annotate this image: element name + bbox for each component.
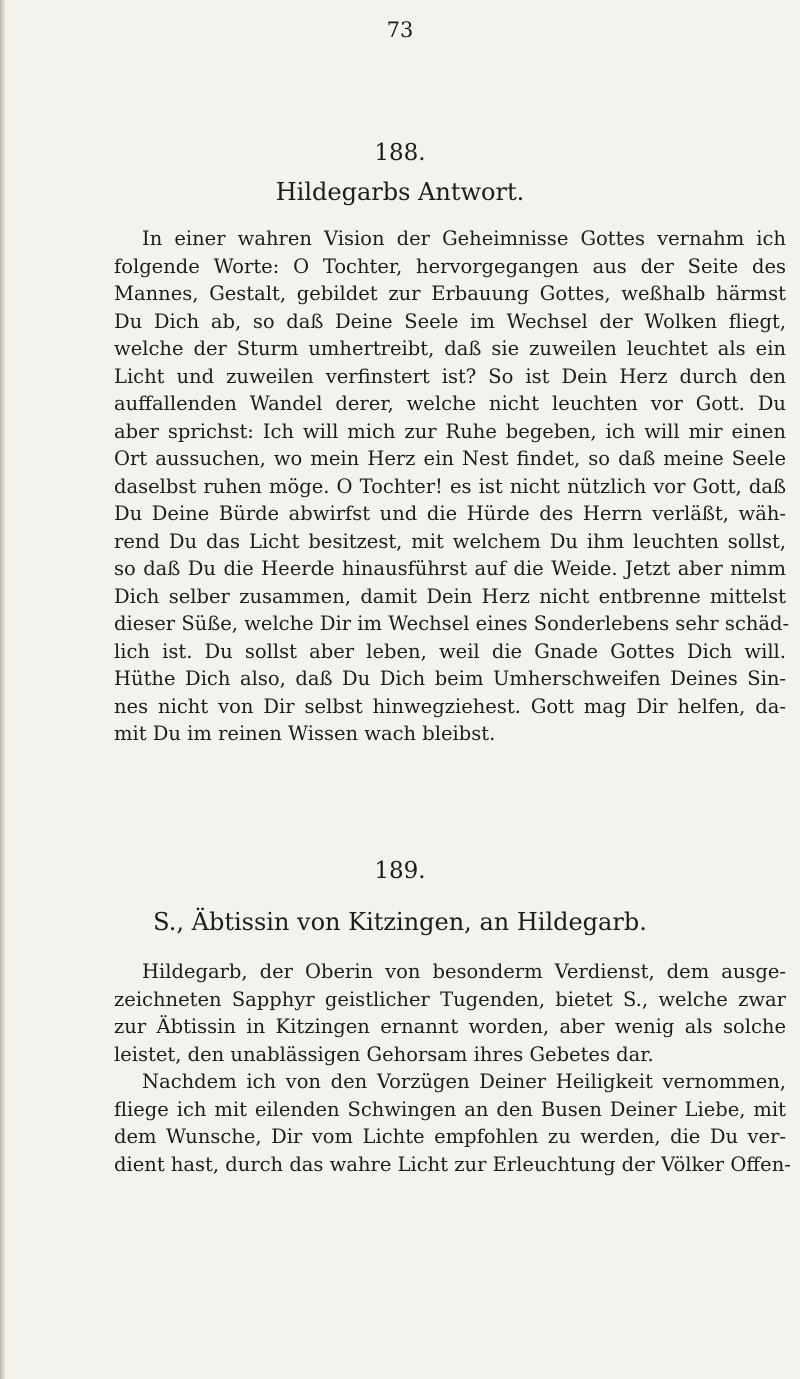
text-line: Licht und zuweilen verfinstert ist? So ist Dein Herz durch den (114, 364, 786, 388)
section-189-number: 189. (374, 858, 426, 884)
text-line: zur Äbtissin in Kitzingen ernannt worden, aber wenig als solche (114, 1015, 786, 1038)
section-189-body (114, 958, 791, 1178)
text-line: Mannes, Gestalt, gebildet zur Erbauung Gottes, weßhalb härmst (114, 282, 786, 305)
text-line: Du Dich ab, so daß Deine Seele im Wechsel der Wolken fliegt, (114, 309, 786, 333)
text-line: nes nicht von Dir selbst hinwegziehest. Gott mag Dir helfen, da- (114, 694, 786, 718)
text-line: Hildegarb, der Oberin von besonderm Verdienst, dem ausge- (142, 960, 786, 983)
text-line: daselbst ruhen möge. O Tochter! es ist nicht nützlich vor Gott, daß (114, 474, 786, 498)
section-189-title: S., Äbtissin von Kitzingen, an Hildegarb. (153, 908, 647, 936)
text-line: dient hast, durch das wahre Licht zur Erleuchtung der Völker Offen- (114, 1152, 791, 1176)
section-188-body (114, 225, 790, 748)
section-188-number: 188. (374, 140, 426, 166)
text-line: lich ist. Du sollst aber leben, weil die Gnade Gottes Dich will. (114, 639, 786, 663)
text-line: Nachdem ich von den Vorzügen Deiner Heiligkeit vernommen, (142, 1070, 786, 1093)
text-line: Du Deine Bürde abwirfst und die Hürde des Herrn verläßt, wäh- (114, 502, 786, 525)
text-line: Hüthe Dich also, daß Du Dich beim Umherschweifen Deines Sin- (114, 667, 786, 690)
text-line: dieser Süße, welche Dir im Wechsel eines Sonderlebens sehr schäd- (114, 612, 790, 635)
text-line: aber sprichst: Ich will mich zur Ruhe begeben, ich will mir einen (114, 419, 786, 443)
text-line: so daß Du die Heerde hinausführst auf die Weide. Jetzt aber nimm (114, 557, 786, 580)
text-line: zeichneten Sapphyr geistlicher Tugenden, bietet S., welche zwar (114, 987, 786, 1011)
text-line: fliege ich mit eilenden Schwingen an den Busen Deiner Liebe, mit (114, 1097, 786, 1121)
page-edge-shadow (0, 0, 6, 1379)
page-number: 73 (386, 18, 414, 42)
text-line: mit Du im reinen Wissen wach bleibst. (114, 722, 496, 745)
text-line: leistet, den unablässigen Gehorsam ihres Gebetes dar. (114, 1042, 654, 1066)
text-line: Dich selber zusammen, damit Dein Herz nicht entbrenne mittelst (114, 584, 786, 608)
text-line: Ort aussuchen, wo mein Herz ein Nest findet, so daß meine Seele (114, 447, 786, 470)
text-line: In einer wahren Vision der Geheimnisse Gottes vernahm ich (142, 227, 786, 250)
text-line: folgende Worte: O Tochter, hervorgegangen aus der Seite des (114, 254, 786, 278)
text-line: auffallenden Wandel derer, welche nicht leuchten vor Gott. Du (114, 392, 786, 415)
text-line: welche der Sturm umhertreibt, daß sie zuweilen leuchtet als ein (114, 337, 786, 360)
section-188-title: Hildegarbs Antwort. (275, 178, 525, 206)
text-line: dem Wunsche, Dir vom Lichte empfohlen zu werden, die Du ver- (114, 1125, 786, 1148)
text-line: rend Du das Licht besitzest, mit welchem Du ihm leuchten sollst, (114, 529, 786, 553)
